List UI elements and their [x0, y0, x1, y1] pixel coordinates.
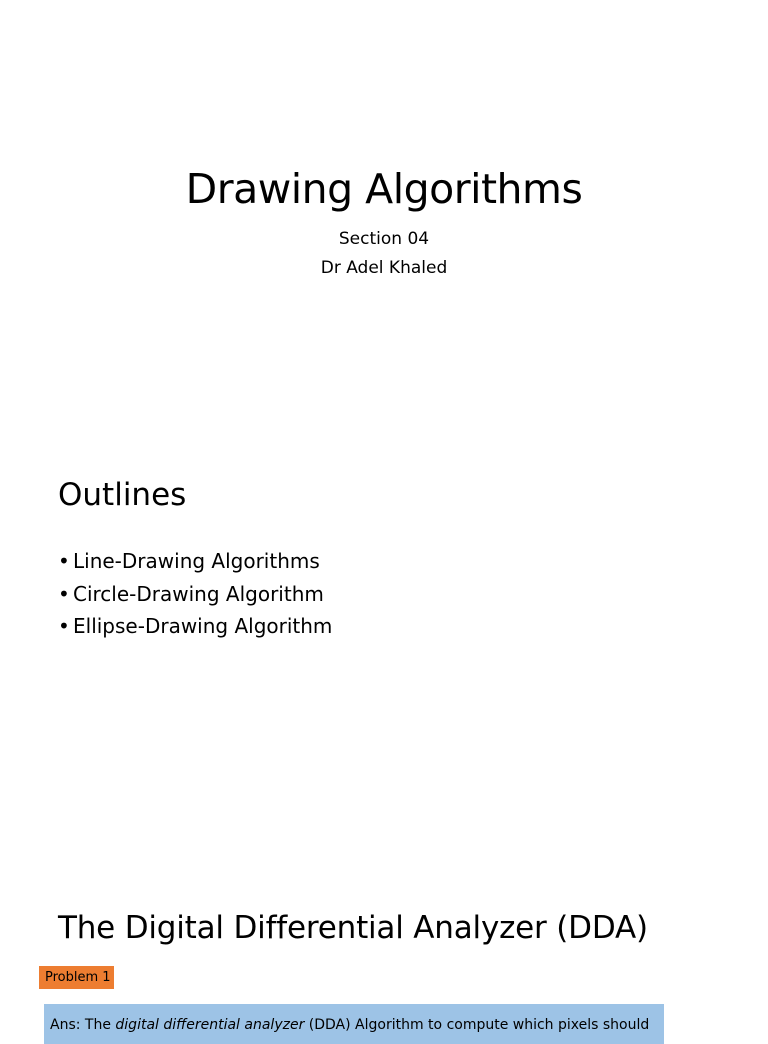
list-item-label: Circle-Drawing Algorithm — [73, 581, 324, 606]
answer-text — [50, 1016, 649, 1034]
problem-badge: Problem 1 — [39, 966, 114, 989]
bullet-icon: • — [58, 614, 70, 638]
section-number: Section 04 — [338, 229, 430, 249]
list-item-label: Ellipse-Drawing Algorithm — [73, 614, 333, 638]
outlines-heading: Outlines — [58, 477, 187, 513]
bullet-icon: • — [58, 549, 70, 573]
bullet-icon: • — [58, 581, 70, 606]
list-item — [58, 545, 332, 578]
list-item — [58, 610, 332, 643]
answer-prefix: Ans: The — [50, 1017, 116, 1033]
author-name: Dr Adel Khaled — [320, 258, 448, 278]
list-item-label: Line-Drawing Algorithms — [73, 549, 320, 573]
dda-heading: The Digital Differential Analyzer (DDA) — [58, 910, 648, 946]
slide-title: Drawing Algorithms — [185, 165, 583, 213]
answer-box — [44, 1004, 664, 1044]
outline-list — [58, 545, 332, 643]
answer-rest: (DDA) Algorithm to compute which pixels should — [304, 1017, 650, 1033]
list-item — [58, 578, 332, 611]
answer-italic-term: digital differential analyzer — [115, 1017, 305, 1033]
